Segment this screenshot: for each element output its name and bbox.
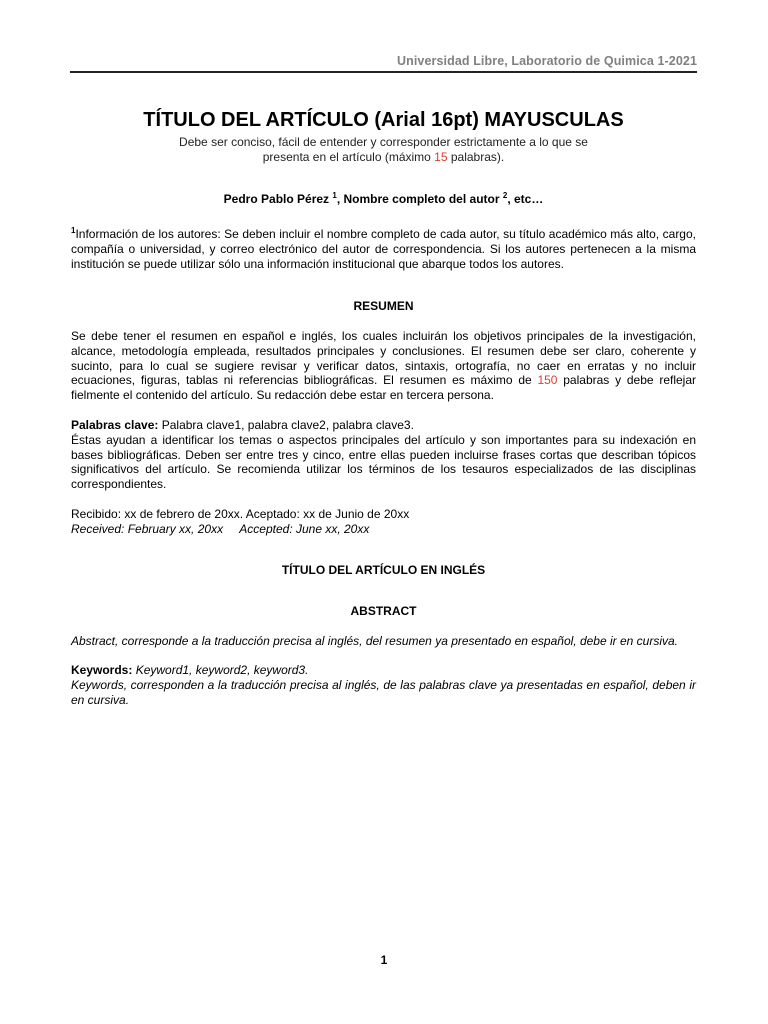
received-line: Received: February xx, 20xx Accepted: June xx, 20xx [71,521,370,536]
keywords-description: Keywords, corresponden a la traducción precisa al inglés, de las palabras clave ya presentadas en español, deben ir en cursiva. [71,678,696,707]
palabras-clave-line [71,418,696,433]
keywords-line [71,663,696,678]
palabras-clave-description: Éstas ayudan a identificar los temas o aspectos principales del artículo y son importantes para su indexación en bases bibliográficas. Deben ser entre tres y cinco, entre ellas pueden incluirse frases cortas que describan tópicos significativos del artículo. Se recomienda utilizar los términos de los tesauros especializados de las disciplinas correspondientes. [71,432,696,492]
authors-line [71,188,696,207]
resumen-text-post: palabras y debe reflejar fielmente el contenido del artículo. Su redacción debe estar en tercera persona. [71,373,697,403]
title-instructions-line2 [71,150,696,165]
header-divider [70,71,697,73]
palabras-clave-value: Palabra clave1, palabra clave2, palabra clave3. [158,417,414,432]
abstract-heading: ABSTRACT [350,603,417,618]
abstract-paragraph: Abstract, corresponde a la traducción precisa al inglés, del resumen ya presentado en español, debe ir en cursiva. [71,633,679,648]
author-info-paragraph [71,223,696,272]
resumen-heading: RESUMEN [353,299,414,313]
page-number: 1 [380,953,388,967]
title-instructions-line1: Debe ser conciso, fácil de entender y corresponder estrictamente a lo que se [179,135,588,149]
author-1-affiliation: 1 [332,191,337,200]
keywords-label: Keywords: [71,663,133,678]
author-2-affiliation: 2 [502,191,508,200]
author-1: Pedro Pablo Pérez [223,192,333,206]
english-title-heading: TÍTULO DEL ARTÍCULO EN INGLÉS [281,562,486,577]
palabras-clave-label: Palabras clave: [71,417,159,432]
title-instructions-post: palabras). [447,149,505,164]
running-header: Universidad Libre, Laboratorio de Quimica 1-2021 [396,54,697,68]
recibido-line: Recibido: xx de febrero de 20xx. Aceptado: xx de Junio de 20xx [71,506,410,521]
author-info-marker: 1 [71,226,76,235]
author-info-text: Información de los autores: Se deben incluir el nombre completo de cada autor, su título académico más alto, cargo, compañía o universidad, y correo electrónico del autor de correspondencia. Si los autores pertenecen a la misma institución se puede utilizar sólo una información institucional que abarque todos los autores. [71,227,696,271]
document-body [71,108,696,708]
title-instructions [71,135,696,164]
resumen-paragraph [71,329,696,403]
keywords-value: Keyword1, keyword2, keyword3. [132,663,309,678]
resumen-text-pre: Se debe tener el resumen en español e inglés, los cuales incluirán los objetivos principales de la investigación, alcance, metodología empleada, resultados principales y conclusiones. El resumen debe ser claro, coherente y sucinto, para lo cual se sugiere revisar y verificar datos, sintaxis, ortografía, no caer en erratas y no incluir ecuaciones, figuras, tablas ni referencias bibliográficas. El resumen es máximo de [71,329,696,388]
title-instructions-pre: presenta en el artículo (máximo [262,149,435,164]
author-2: , Nombre completo del autor [336,192,503,206]
authors-etc: , etc… [507,192,544,206]
max-words-number: 15 [434,149,448,164]
article-title: TÍTULO DEL ARTÍCULO (Arial 16pt) MAYUSCULAS [143,109,624,131]
resumen-max-words: 150 [537,373,558,388]
